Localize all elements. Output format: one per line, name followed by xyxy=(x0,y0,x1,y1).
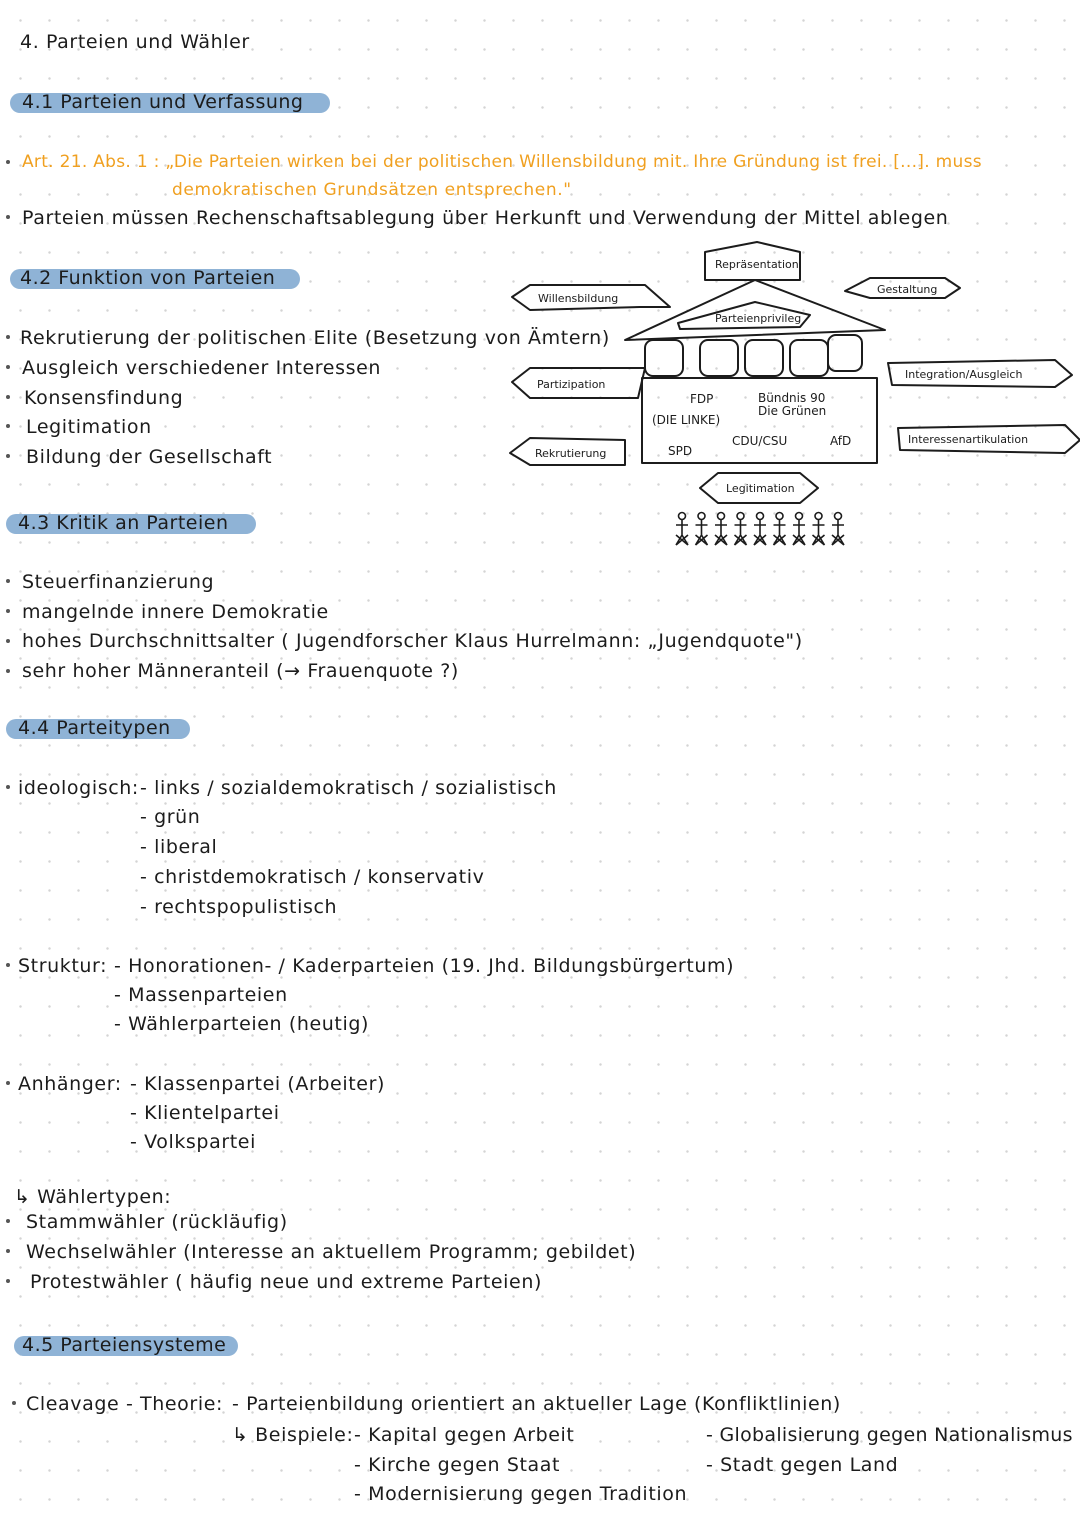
bullet xyxy=(6,1219,10,1223)
voter-type-item: Stammwähler (rückläufig) xyxy=(26,1211,288,1233)
example-item: - Stadt gegen Land xyxy=(706,1454,899,1476)
bullet xyxy=(6,1249,10,1253)
person-icon xyxy=(793,513,805,546)
person-icon xyxy=(735,513,747,546)
bullet xyxy=(6,395,10,399)
supporter-item: - Klientelpartei xyxy=(130,1102,280,1124)
function-item: Rekrutierung der politischen Elite (Besetzung von Ämtern) xyxy=(20,327,610,349)
bullet xyxy=(6,424,10,428)
person-icon xyxy=(774,513,786,546)
bullet xyxy=(6,1279,10,1283)
roof xyxy=(625,280,885,340)
ideology-label: ideologisch: xyxy=(18,777,139,799)
section-heading-4-3: 4.3 Kritik an Parteien xyxy=(18,512,229,534)
party-afd: AfD xyxy=(830,434,852,448)
example-item: - Globalisierung gegen Nationalismus xyxy=(706,1424,1073,1446)
pillar xyxy=(828,335,862,371)
section-heading-4-4: 4.4 Parteitypen xyxy=(18,717,171,739)
bullet xyxy=(6,785,10,789)
ideology-item: - christdemokratisch / konservativ xyxy=(140,866,485,888)
ideology-item: - rechtspopulistisch xyxy=(140,896,338,918)
structure-item: - Honorationen- / Kaderparteien (19. Jhd. Bildungsbürgertum) xyxy=(114,955,735,977)
structure-label: Struktur: xyxy=(18,955,108,977)
section-heading-4-1: 4.1 Parteien und Verfassung xyxy=(22,91,304,113)
section-heading-4-2: 4.2 Funktion von Parteien xyxy=(20,267,276,289)
supporter-label: Anhänger: xyxy=(18,1073,122,1095)
page-title: 4. Parteien und Wähler xyxy=(20,31,250,53)
bullet xyxy=(6,609,10,613)
voter-type-item: Wechselwähler (Interesse an aktuellem Programm; gebildet) xyxy=(26,1241,637,1263)
party-cdu-csu: CDU/CSU xyxy=(732,434,788,448)
label-interessenartikulation: Interessenartikulation xyxy=(908,433,1029,446)
party-fdp: FDP xyxy=(690,392,714,406)
supporter-item: - Klassenpartei (Arbeiter) xyxy=(130,1073,385,1095)
section-heading-4-5: 4.5 Parteiensysteme xyxy=(22,1334,227,1356)
bullet xyxy=(12,1401,16,1405)
party-gruene-2: Die Grünen xyxy=(758,404,827,418)
structure-item: - Massenparteien xyxy=(114,984,288,1006)
cleavage-definition: - Parteienbildung orientiert an aktueller Lage (Konfliktlinien) xyxy=(232,1393,841,1415)
label-legitimation: Legitimation xyxy=(726,482,795,495)
bullet xyxy=(6,215,10,219)
ideology-item: - grün xyxy=(140,806,201,828)
pillar xyxy=(645,340,683,376)
example-item: - Kirche gegen Staat xyxy=(354,1454,561,1476)
cleavage-label: Cleavage - Theorie: xyxy=(26,1393,223,1415)
function-item: Ausgleich verschiedener Interessen xyxy=(22,357,382,379)
critique-item: Steuerfinanzierung xyxy=(22,571,215,593)
person-icon xyxy=(676,513,688,546)
function-item: Bildung der Gesellschaft xyxy=(26,446,273,468)
label-party-privilege: Parteienprivileg xyxy=(715,312,802,325)
label-integration: Integration/Ausgleich xyxy=(905,368,1023,381)
pillar xyxy=(790,340,828,376)
label-rekrutierung: Rekrutierung xyxy=(535,447,607,460)
bullet xyxy=(6,454,10,458)
supporter-item: - Volkspartei xyxy=(130,1131,256,1153)
ideology-item: - links / sozialdemokratisch / sozialistisch xyxy=(140,777,557,799)
people-group xyxy=(676,513,844,546)
bullet xyxy=(6,639,10,643)
voter-type-item: Protestwähler ( häufig neue und extreme Parteien) xyxy=(30,1271,542,1293)
person-icon xyxy=(832,513,844,546)
pillar xyxy=(700,340,738,376)
ideology-item: - liberal xyxy=(140,836,218,858)
label-representation: Repräsentation xyxy=(715,258,799,271)
party-spd: SPD xyxy=(668,444,693,458)
critique-item: sehr hoher Männeranteil (→ Frauenquote ?) xyxy=(22,660,459,682)
accountability-note: Parteien müssen Rechenschaftsablegung über Herkunft und Verwendung der Mittel ablegen xyxy=(22,207,949,229)
bullet xyxy=(6,579,10,583)
article-quote-line-2: demokratischen Grundsätzen entsprechen." xyxy=(172,180,572,200)
bullet xyxy=(6,160,10,164)
person-icon xyxy=(813,513,825,546)
voter-types-heading: ↳ Wählertypen: xyxy=(14,1186,172,1208)
example-item: - Kapital gegen Arbeit xyxy=(354,1424,575,1446)
person-icon xyxy=(715,513,727,546)
label-willensbildung: Willensbildung xyxy=(538,292,619,305)
function-item: Konsensfindung xyxy=(24,387,184,409)
pillar xyxy=(745,340,783,376)
critique-item: mangelnde innere Demokratie xyxy=(22,601,329,623)
bullet xyxy=(6,1081,10,1085)
bullet xyxy=(6,365,10,369)
critique-item: hohes Durchschnittsalter ( Jugendforscher Klaus Hurrelmann: „Jugendquote") xyxy=(22,630,803,652)
bullet xyxy=(6,669,10,673)
example-item: - Modernisierung gegen Tradition xyxy=(354,1483,688,1505)
label-partizipation: Partizipation xyxy=(537,378,606,391)
function-item: Legitimation xyxy=(26,416,152,438)
person-icon xyxy=(696,513,708,546)
structure-item: - Wählerparteien (heutig) xyxy=(114,1013,370,1035)
party-gruene-1: Bündnis 90 xyxy=(758,391,826,405)
article-quote-line-1: Art. 21. Abs. 1 : „Die Parteien wirken bei der politischen Willensbildung mit. Ihre Gründung ist frei. [...]. muss xyxy=(22,152,982,172)
examples-label: ↳ Beispiele: xyxy=(232,1424,354,1446)
label-gestaltung: Gestaltung xyxy=(877,283,938,296)
bullet xyxy=(6,335,10,339)
bullet xyxy=(6,963,10,967)
person-icon xyxy=(754,513,766,546)
party-functions-diagram xyxy=(500,235,1080,555)
party-linke: (DIE LINKE) xyxy=(652,413,721,427)
